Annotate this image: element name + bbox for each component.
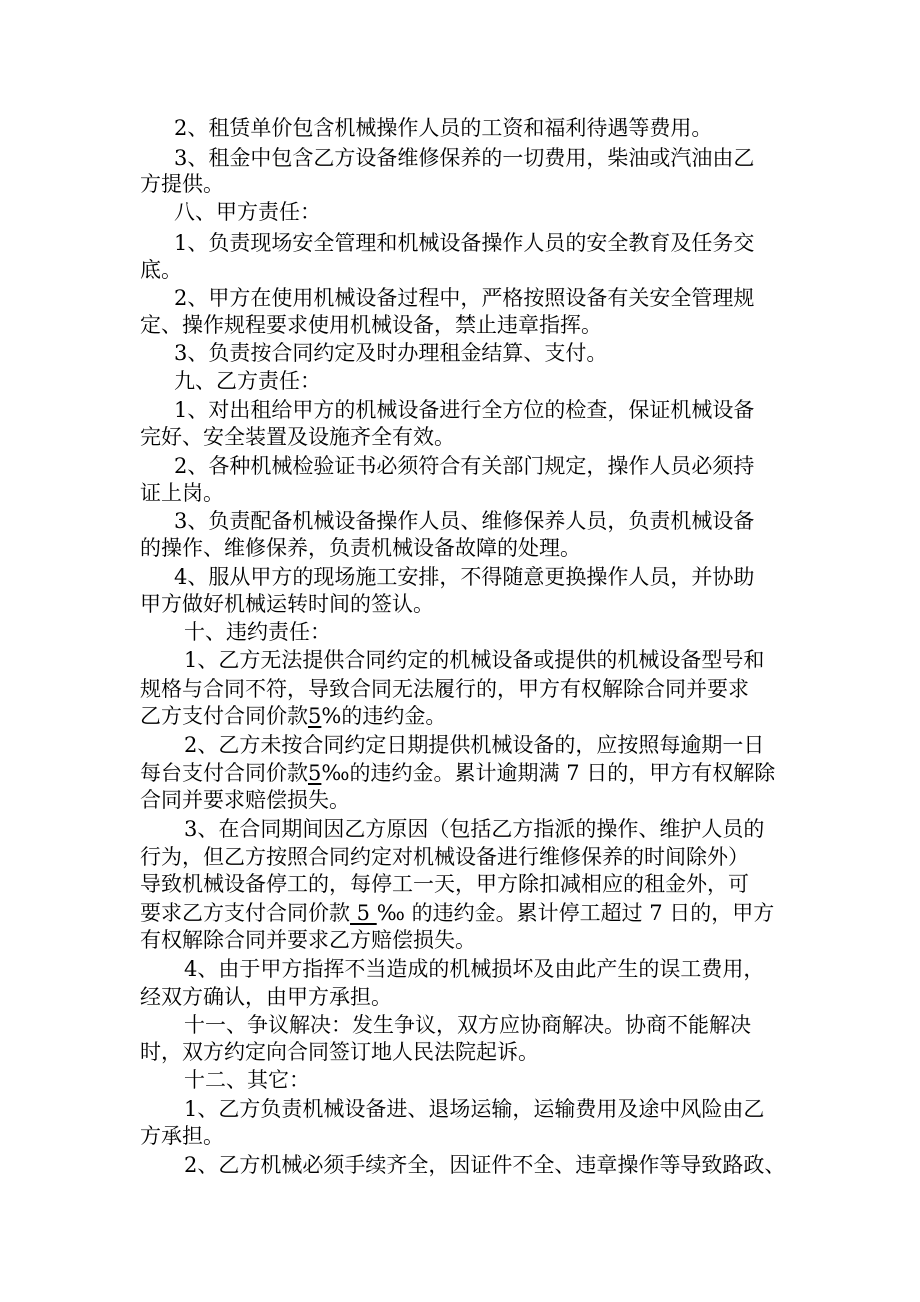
text-line: 2、甲方在使用机械设备过程中，严格按照设备有关安全管理规 <box>174 286 755 310</box>
section-heading: 十二、其它： <box>184 1068 310 1092</box>
text-line: 方提供。 <box>140 172 224 196</box>
text-line: 甲方做好机械运转时间的签认。 <box>140 592 434 616</box>
text-line: 1、乙方无法提供合同约定的机械设备或提供的机械设备型号和 <box>184 648 765 672</box>
text-line: 1、对出租给甲方的机械设备进行全方位的检查，保证机械设备 <box>174 398 755 422</box>
section-heading: 八、甲方责任： <box>174 200 321 224</box>
text-line: 方承担。 <box>140 1124 224 1148</box>
text-line: 行为，但乙方按照合同约定对机械设备进行维修保养的时间除外） <box>140 845 749 869</box>
text-line: 3、负责配备机械设备操作人员、维修保养人员，负责机械设备 <box>174 509 755 533</box>
text-segment: 要求乙方支付合同价款 <box>140 901 350 925</box>
text-line: 经双方确认，由甲方承担。 <box>140 985 392 1009</box>
text-line: 4、服从甲方的现场施工安排，不得随意更换操作人员，并协助 <box>174 565 755 589</box>
text-line: 的操作、维修保养，负责机械设备故障的处理。 <box>140 536 581 560</box>
text-line: 1、负责现场安全管理和机械设备操作人员的安全教育及任务交 <box>174 231 755 255</box>
penalty-rate-blank: 5 <box>308 704 322 728</box>
text-line: 证上岗。 <box>140 481 224 505</box>
section-heading: 九、乙方责任： <box>174 369 321 393</box>
text-line: 定、操作规程要求使用机械设备，禁止违章指挥。 <box>140 313 602 337</box>
text-line: 2、乙方机械必须手续齐全，因证件不全、违章操作等导致路政、 <box>184 1153 786 1177</box>
section-heading: 十、违约责任： <box>184 620 331 644</box>
text-line: 规格与合同不符，导致合同无法履行的，甲方有权解除合同并要求 <box>140 677 749 701</box>
text-line: 3、负责按合同约定及时办理租金结算、支付。 <box>174 341 608 365</box>
text-line: 2、乙方未按合同约定日期提供机械设备的，应按照每逾期一日 <box>184 733 765 757</box>
penalty-rate-blank: 5 <box>308 761 322 785</box>
text-line: 3、在合同期间因乙方原因（包括乙方指派的操作、维护人员的 <box>184 817 765 841</box>
text-line: 合同并要求赔偿损失。 <box>140 788 350 812</box>
text-segment: 乙方支付合同价款 <box>140 704 308 728</box>
text-line <box>140 759 775 787</box>
text-line: 3、租金中包含乙方设备维修保养的一切费用，柴油或汽油由乙 <box>174 146 755 170</box>
text-line: 导致机械设备停工的，每停工一天，甲方除扣减相应的租金外，可 <box>140 872 749 896</box>
text-line: 有权解除合同并要求乙方赔偿损失。 <box>140 928 476 952</box>
text-segment: ‰ 的违约金。累计停工超过 7 日的，甲方 <box>376 901 775 925</box>
text-segment: %的违约金。 <box>321 704 447 728</box>
text-line: 2、租赁单价包含机械操作人员的工资和福利待遇等费用。 <box>174 116 713 140</box>
text-line: 完好、安全装置及设施齐全有效。 <box>140 425 455 449</box>
penalty-rate-blank: 5 <box>350 901 377 925</box>
text-segment: ‰的违约金。累计逾期满 7 日的，甲方有权解除 <box>321 761 776 785</box>
text-line: 时，双方约定向合同签订地人民法院起诉。 <box>140 1040 539 1064</box>
section-heading: 十一、争议解决：发生争议，双方应协商解决。协商不能解决 <box>184 1013 751 1037</box>
text-line <box>140 899 774 927</box>
text-line: 2、各种机械检验证书必须符合有关部门规定，操作人员必须持 <box>174 454 755 478</box>
text-line: 底。 <box>140 258 182 282</box>
text-segment: 每台支付合同价款 <box>140 761 308 785</box>
text-line: 1、乙方负责机械设备进、退场运输，运输费用及途中风险由乙 <box>184 1097 765 1121</box>
text-line <box>140 702 446 730</box>
text-line: 4、由于甲方指挥不当造成的机械损坏及由此产生的误工费用， <box>184 957 765 981</box>
